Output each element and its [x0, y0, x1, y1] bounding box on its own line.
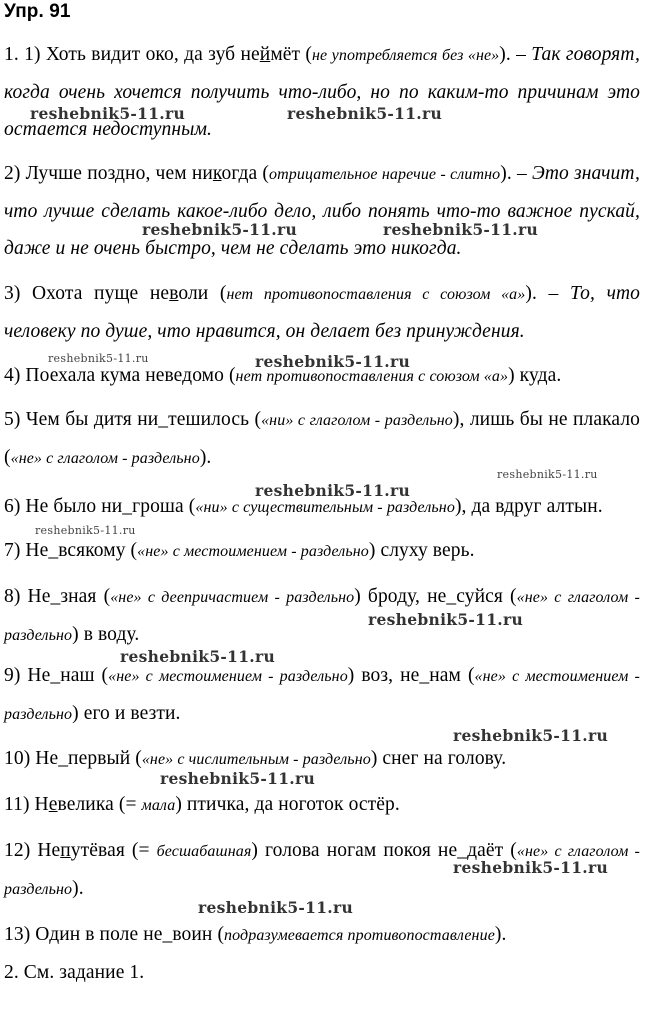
watermark: reshebnik5-11.ru — [142, 220, 298, 239]
watermark: reshebnik5-11.ru — [453, 858, 609, 877]
item-8: 8) Не_зная («не» с деепричастием - раздельно) броду, не_суйся («не» с глаголом - раздельно) в воду. — [4, 586, 640, 645]
watermark: reshebnik5-11.ru — [198, 898, 354, 917]
watermark: reshebnik5-11.ru — [120, 647, 276, 666]
item-7: 7) Не_всякому («не» с местоимением - раздельно) слуху верь. — [4, 540, 475, 561]
item-1-note: не употребляется без «не» — [312, 47, 500, 64]
watermark: reshebnik5-11.ru — [287, 104, 443, 123]
item-6: 6) Не было ни_гроша («ни» с существительным - раздельно), да вдруг алтын. — [4, 496, 603, 517]
item-1-explain: Так говорят, когда очень хочется получить что-либо, но по каким-то причинам это остается недоступным. — [4, 44, 640, 140]
watermark: reshebnik5-11.ru — [35, 524, 136, 537]
item-2: 2) Лучше поздно, чем никогда (отрицательное наречие - слитно). – Это значит, что лучше сделать какое-либо дело, либо понять что-то важное пускай, даже и не очень быстро, чем не сделать это никогда. — [4, 163, 641, 259]
item-9: 9) Не_наш («не» с местоимением - раздельно) воз, не_нам («не» с местоимением - раздельно) его и везти. — [4, 665, 640, 724]
watermark: reshebnik5-11.ru — [160, 769, 316, 788]
watermark: reshebnik5-11.ru — [48, 352, 149, 365]
watermark: reshebnik5-11.ru — [255, 481, 411, 500]
watermark: reshebnik5-11.ru — [453, 726, 609, 745]
item-10: 10) Не_первый («не» с числительным - раздельно) снег на голову. — [4, 748, 507, 769]
watermark: reshebnik5-11.ru — [368, 610, 524, 629]
task-2: 2. См. задание 1. — [4, 962, 145, 983]
exercise-title: Упр. 91 — [4, 1, 71, 22]
item-11: 11) Невелика (= мала) птичка, да ноготок остёр. — [4, 794, 400, 815]
watermark: reshebnik5-11.ru — [383, 220, 539, 239]
watermark: reshebnik5-11.ru — [497, 468, 598, 481]
item-4: 4) Поехала кума неведомо (нет противопоставления с союзом «а») куда. — [4, 365, 562, 386]
item-12: 12) Непутёвая (= бесшабашная) голова ногам покоя не_даёт («не» с глаголом - раздельно). — [4, 840, 640, 899]
watermark: reshebnik5-11.ru — [255, 352, 411, 371]
item-13: 13) Один в поле не_воин (подразумевается противопоставление). — [4, 924, 507, 945]
item-5: 5) Чем бы дитя ни_тешилось («ни» с глаголом - раздельно), лишь бы не плакало («не» с глаголом - раздельно). — [4, 409, 641, 468]
item-1-text: 1. 1) Хоть видит око, да зуб — [4, 44, 241, 65]
item-1: 1. 1) Хоть видит око, да зуб неймёт (не употребляется без «не»). – Так говорят, когда очень хочется получить что-либо, но по каким-то причинам это остается недоступным. — [4, 44, 640, 140]
item-3: 3) Охота пуще неволи (нет противопоставления с союзом «а»). – То, что человеку по душе, что нравится, он делает без принуждения. — [4, 283, 640, 342]
watermark: reshebnik5-11.ru — [30, 104, 186, 123]
